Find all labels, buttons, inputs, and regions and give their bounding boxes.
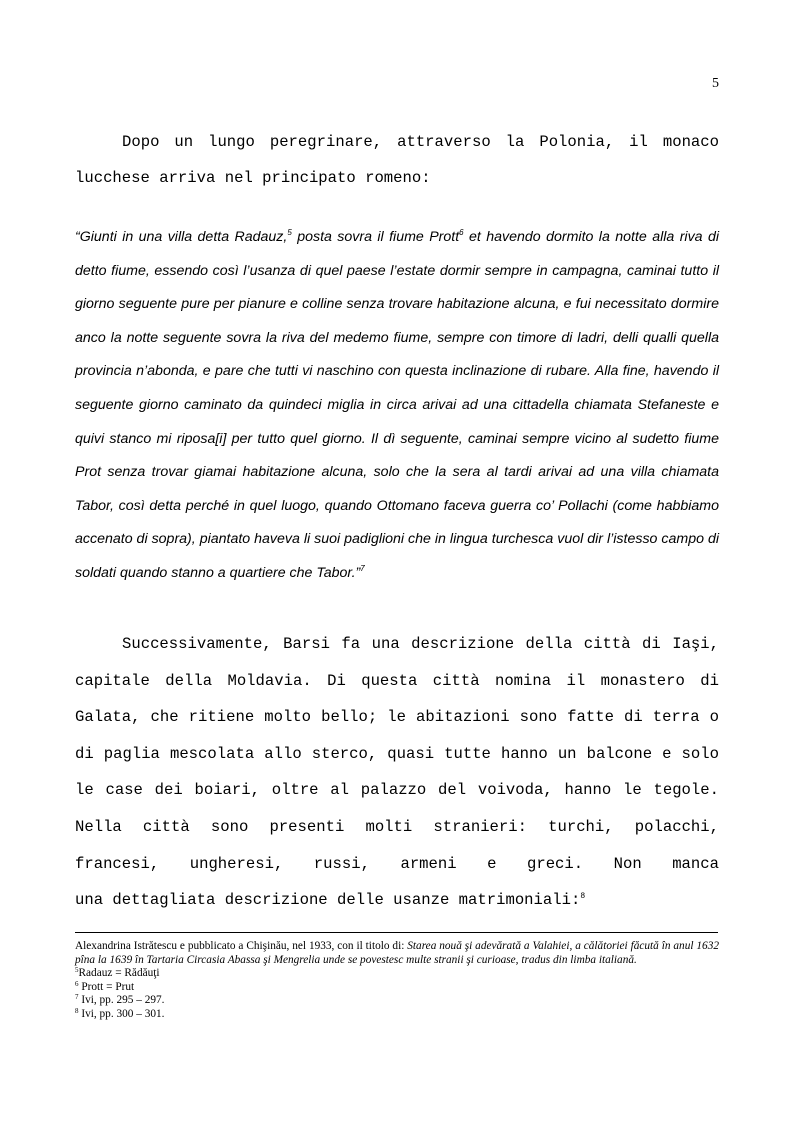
footnote-number: 8 (75, 1006, 79, 1015)
footnote-continuation (75, 940, 719, 967)
paragraph-description-body: Successivamente, Barsi fa una descrizione della città di Iaşi, capitale della Moldavia. Di questa città nomina il monastero di Galata, che ritiene molto bello; le abitazioni sono fatte di terra o di paglia mescolata allo sterco, quasi tutte hanno un balcone e solo le case dei boiari, oltre al palazzo del voivoda, hanno le tegole. Nella città sono presenti molti stranieri: turchi, polacchi, francesi, ungheresi, russi, armeni e greci. Non manca (75, 635, 719, 873)
paragraph-description-last-text: una dettagliata descrizione delle usanze matrimoniali: (75, 891, 581, 910)
footnote-text: Ivi, pp. 300 – 301. (78, 1007, 165, 1020)
paragraph-intro-line-2: lucchese arriva nel principato romeno: (75, 169, 431, 187)
footnote-ref-5[interactable]: 5 (287, 228, 292, 237)
footnote-ref-7[interactable]: 7 (360, 563, 365, 573)
paragraph-description-last-line (75, 882, 719, 919)
paragraph-description (75, 626, 719, 919)
footnote-ref-6[interactable]: 6 (459, 228, 464, 237)
footnote-6 (75, 981, 719, 995)
quote-text-open: “Giunti in una villa detta Radauz, (75, 229, 288, 245)
footnote-text: Prott = Prut (78, 980, 135, 993)
paragraph-intro-line-1: Dopo un lungo peregrinare, attraverso la Polonia, il monaco (122, 133, 719, 151)
block-quote (75, 221, 719, 591)
footnote-separator (75, 932, 718, 933)
paragraph-intro (75, 124, 719, 196)
footnote-5 (75, 967, 719, 981)
quote-text-part-3: et havendo dormito la notte alla riva di detto fiume, essendo così l’usanza di quel paese l’estate dormir sempre in campagna, caminai tutto il giorno seguente pure per pianure e colline senza trovare habitazione alcuna, e fui necessitato dormire anco la notte seguente sovra la riva del medemo fiume, sempre con timore di ladri, delli qualli quella provincia n’abonda, e pare che tutti vi naschino con questa inclinazione di rubare. Alla fine, havendo il seguente giorno caminato da quindeci miglia in circa arivai ad una cittadella chiamata Stefaneste e quivi stanco mi riposa[i] per tutto quel giorno. Il dì seguente, caminai sempre vicino al sudetto fiume Prot senza trovar giamai habitazione alcuna, solo che la sera al tardi arivai ad una villa chiamata Tabor, così detta perché in quel luogo, quando Ottomano faceva guerra co’ Pollachi (come habbiamo accenato di sopra), piantato haveva li suoi padiglioni che in lingua turchesca vuol dir l’istesso campo di soldati quando stanno a quartiere che Tabor.” (75, 229, 719, 581)
footnote-ref-8[interactable]: 8 (580, 892, 586, 902)
footnote-text: Radauz = Rădăuţi (78, 967, 160, 980)
footnote-number: 5 (75, 966, 79, 975)
page-number: 5 (712, 76, 719, 91)
footnote-number: 7 (75, 993, 79, 1002)
footnote-continuation-title: Starea nouă şi adevărată a Valahiei, a călătoriei făcută în anul 1632 pîna la 1639 în Tartaria Circasia Abassa şi Mengrelia unde se povestesc multe stranii şi curioase, tradus din limba italiană. (75, 940, 719, 966)
footnotes (75, 940, 719, 1022)
footnote-number: 6 (75, 979, 79, 988)
footnote-8 (75, 1008, 719, 1022)
footnote-7 (75, 994, 719, 1008)
quote-text-part-2: posta sovra il fiume Prott (291, 229, 460, 245)
footnote-text: Ivi, pp. 295 – 297. (78, 994, 165, 1007)
footnote-continuation-plain: Alexandrina Istrătescu e pubblicato a Chişinău, nel 1933, con il titolo di: (75, 940, 408, 952)
